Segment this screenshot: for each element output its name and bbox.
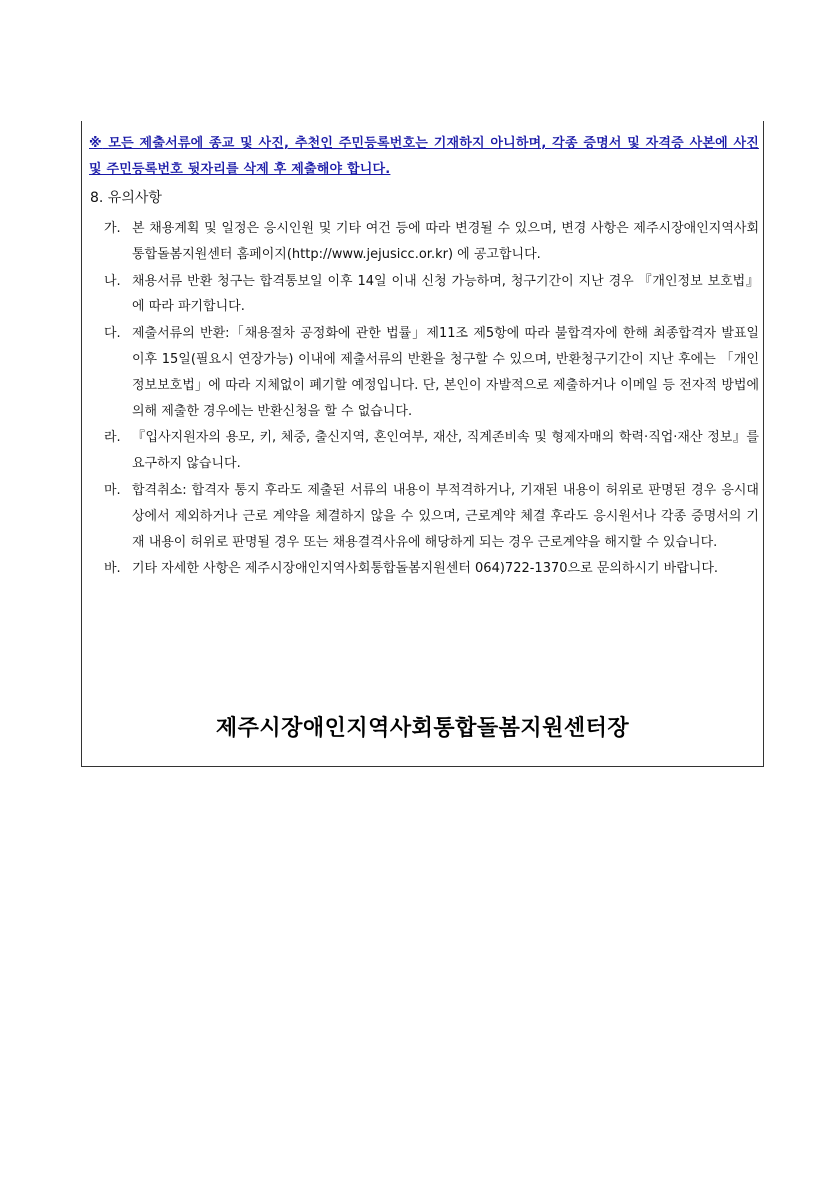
list-item bbox=[104, 216, 759, 268]
section-title: 8. 유의사항 bbox=[90, 190, 162, 206]
item-text: 제출서류의 반환:「채용절차 공정화에 관한 법률」제11조 제5항에 따라 불합격자에 한해 최종합격자 발표일 이후 15일(필요시 연장가능) 이내에 제출서류의 반환을 청구할 수 있으며, 반환청구기간이 지난 후에는 「개인정보보호법」에 따라 지체없이 폐기할 예정입니다. 단, 본인이 자발적으로 제출하거나 이메일 등 전자적 방법에 의해 제출한 경우에는 반환신청을 할 수 없습니다. bbox=[132, 326, 759, 419]
item-label: 라. bbox=[104, 430, 121, 446]
list-item bbox=[104, 478, 759, 555]
item-text: 『입사지원자의 용모, 키, 체중, 출신지역, 혼인여부, 재산, 직계존비속 및 형제자매의 학력·직업·재산 정보』를 요구하지 않습니다. bbox=[132, 430, 759, 472]
item-label: 마. bbox=[104, 482, 121, 498]
signature: 제주시장애인지역사회통합돌봄지원센터장 bbox=[215, 716, 630, 741]
notice-body: 모든 제출서류에 종교 및 사진, 추천인 주민등록번호는 기재하지 아니하며, 각종 증명서 및 자격증 사본에 사진 및 주민등록번호 뒷자리를 삭제 후 제출해야 합니다. bbox=[89, 136, 759, 177]
item-text: 기타 자세한 사항은 제주시장애인지역사회통합돌봄지원센터 064)722-1370으로 문의하시기 바랍니다. bbox=[132, 561, 719, 577]
list-item bbox=[104, 321, 759, 424]
item-text: 본 채용계획 및 일정은 응시인원 및 기타 여건 등에 따라 변경될 수 있으며, 변경 사항은 제주시장애인지역사회통합돌봄지원센터 홈페이지(http://www.jejusicc.or.kr) 에 공고합니다. bbox=[132, 221, 759, 262]
reference-mark-icon: ※ bbox=[89, 136, 103, 151]
list-item bbox=[104, 269, 759, 321]
notes-list bbox=[104, 216, 759, 583]
list-item bbox=[104, 425, 759, 477]
item-label: 나. bbox=[104, 273, 121, 289]
item-text: 채용서류 반환 청구는 합격통보일 이후 14일 이내 신청 가능하며, 청구기간이 지난 경우 『개인정보 보호법』에 따라 파기합니다. bbox=[132, 273, 759, 315]
notice-text bbox=[89, 131, 759, 183]
item-text: 합격취소: 합격자 통지 후라도 제출된 서류의 내용이 부적격하거나, 기재된 내용이 허위로 판명된 경우 응시대상에서 제외하거나 근로 계약을 체결하지 않을 수 있으며, 근로계약 체결 후라도 응시원서나 각종 증명서의 기재 내용이 허위로 판명될 경우 또는 채용결격사유에 해당하게 되는 경우 근로계약을 해지할 수 있습니다. bbox=[132, 482, 759, 550]
item-label: 가. bbox=[104, 221, 121, 236]
document-frame bbox=[81, 121, 764, 767]
list-item bbox=[104, 556, 759, 582]
item-label: 다. bbox=[104, 326, 121, 342]
item-label: 바. bbox=[104, 561, 121, 577]
